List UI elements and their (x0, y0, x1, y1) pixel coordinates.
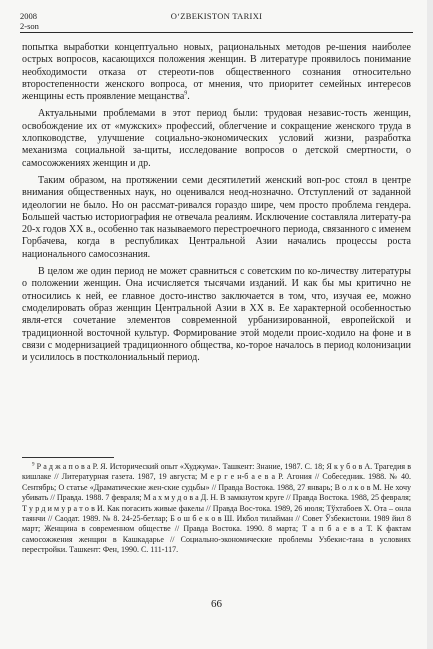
header-journal-title: O‘ZBEKISTON TARIXI (170, 11, 263, 21)
footnote-reference[interactable]: 9 (184, 90, 188, 97)
paragraph-3: Таким образом, на протяжении семи десятилетий женский воп-рос стоял в центре внимания общественных наук, но оценивался неод-нозначно. Отступлений от заданной идеологии не было. Но он рассмат-ривался гораздо шире, чем просто проблема гендера. Большей частью историография не отвечала реалиям. Исключение составляла литерату-ра 20-х годов XX в., особенно так называемого перестроечного периода, связанного с именем Горбачева, когда в республиках Центральной Азии начались процессы роста национального самосознания. (22, 174, 411, 260)
footnote-text: Р а д ж а п о в а Р. Я. Исторический опыт «Худжума». Ташкент: Знание, 1987. С. 18; Я к у б о в А. Трагедия в кишлаке // Литературная газета. 1987, 19 августа; М е р г е н-б а е в а Р. Агония // Собеседник. 1988. № 40. Сентябрь; О статье «Драматические жен-ские судьбы» // Правда Востока. 1988, 27 январь; В о л к о в М. Не хочу убивать // Правда. 1988. 7 февраля; М а х м у д о в а Д. Н. В замкнутом круге // Правда Востока. 1988, 25 февраля; Т у р д и м у р а т о в И. Как погасить живые факелы // Правда Вос-тока. 1989, 26 июля; Тўхтабоев Х. Ота – онла таянчи // Саодат. 1989. № 8. 24-25-бетлар; Б о ш б е к о в Ш. Икбол тилайман // Совет Ўзбекистони. 1989 йил 8 март; Женщина в современном обществе // Правда Востока. 1990. 8 марта; Т а п б а е в а Т. К фактам самосожжения женщин в Кашкадарье // Социально-экономические проблемы Узбекис-тана в условиях перестройки. Ташкент: Фен, 1990. С. 111-117. (22, 462, 411, 555)
footnote (22, 462, 411, 556)
footnote-marker: 9 (32, 462, 35, 468)
paragraph-1: попытка выработки концептуально новых, рациональных методов ре-шения наиболее острых вопросов, касающихся положения женщин. В литературе проявилось понимание необходимости отказа от стереоти-пов общественного сознания относительно второстепенности женского вопроса, от мнения, что приоритет семейных интересов женщины есть проявление мещанства$^9$. (22, 42, 411, 103)
header-year: 2008 (20, 11, 37, 21)
header-issue: 2-son (20, 21, 39, 31)
page-edge-shadow (427, 0, 433, 649)
paragraph-4: В целом же один период не может сравниться с советским по ко-личеству литературы о положении женщин. Она исчисляется тысячами изданий. И как бы мы критично не относились к ней, ее главное досто-инство заключается в том, что, изучая ее, можно смоделировать образ женщин Центральной Азии в XX в. Ее характерной особенностью явля-ется сочетание элементов современной урбанизированной, европейской и традиционной восточной культур. Формирование этой модели проис-ходило на фоне и в связи с модернизацией традиционного общества, ко-торое началось в период колонизации и усилилось в постколониальный период. (22, 266, 411, 364)
page-number: 66 (211, 598, 222, 610)
header-rule (20, 32, 413, 33)
paragraph-2: Актуальными проблемами в этот период были: трудовая независ-тость женщин, освобождение их от «мужских» профессий, облегчение и сокращение женского труда в хлопководстве, улучшение социально-экономических условий жизни, разработка механизма социальной за-щиты, исследование вопросов о детской смертности, о самосожжениях женщин и др. (22, 108, 411, 169)
footnote-rule (22, 457, 114, 458)
footnote-text-block (22, 462, 411, 556)
paragraph-1-text: попытка выработки концептуально новых, рациональных методов ре-шения наиболее острых вопросов, касающихся положения женщин. В литературе проявилось понимание необходимости отказа от стереоти-пов общественного сознания относительно второстепенности женского вопроса, от мнения, что приоритет семейных интересов женщины есть проявление мещанства (22, 42, 411, 103)
main-text (22, 42, 411, 369)
